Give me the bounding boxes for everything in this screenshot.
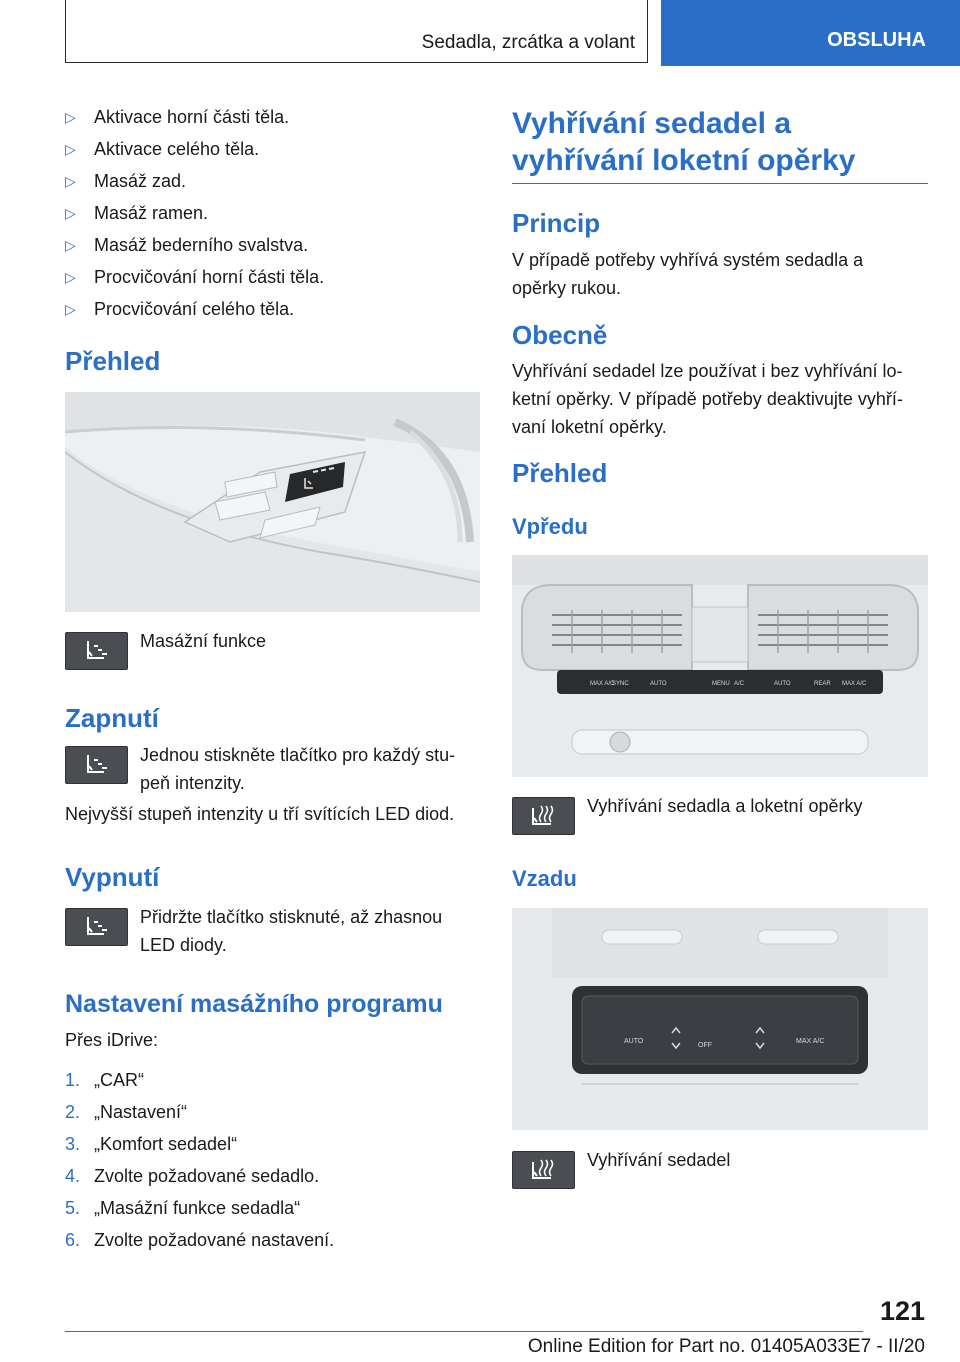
chapter-tab[interactable] — [661, 0, 960, 66]
heading-vpredu: Vpředu — [512, 514, 588, 539]
heading-zapnuti: Zapnutí — [65, 703, 159, 733]
program-intro: Přes iDrive: — [65, 1030, 159, 1050]
seat-massage-icon — [80, 638, 114, 664]
triangle-right-icon: ▷ — [65, 141, 76, 157]
panel-label: AUTO — [624, 1038, 644, 1045]
zapnuti-text-1: Jednou stiskněte tlačítko pro každý stu‐ — [140, 745, 456, 765]
panel-label: MENU — [712, 681, 730, 687]
triangle-right-icon: ▷ — [65, 237, 76, 253]
seat-heating-button-icon — [512, 797, 575, 835]
triangle-right-icon: ▷ — [65, 173, 76, 189]
heading-obecne: Obecně — [512, 320, 608, 350]
seat-heating-icon — [527, 1156, 561, 1184]
princip-text-2: opěrky rukou. — [512, 278, 622, 298]
section-title: Sedadla, zrcátka a volant — [421, 32, 635, 53]
page-title-line-2: vyhřívání loketní opěrky — [512, 144, 856, 177]
obecne-text-3: vaní loketní opěrky. — [512, 417, 667, 437]
massage-button-icon — [65, 908, 128, 946]
triangle-right-icon: ▷ — [65, 269, 76, 285]
rear-caption: Vyhřívání sedadel — [587, 1150, 731, 1170]
seat-heating-button-icon — [512, 1151, 575, 1189]
rear-console-image — [512, 908, 928, 1130]
panel-label: MAX A/C — [842, 681, 867, 687]
footer-divider — [65, 1331, 863, 1332]
obecne-text-1: Vyhřívání sedadel lze používat i bez vyhřívání lo‐ — [512, 361, 903, 381]
massage-button-icon — [65, 632, 128, 670]
panel-label: OFF — [698, 1042, 712, 1049]
heading-program: Nastavení masážního programu — [65, 990, 443, 1018]
heading-vypnuti: Vypnutí — [65, 862, 160, 892]
obecne-text-2: ketní opěrky. V případě potřeby deaktivujte vyhří‐ — [512, 389, 903, 409]
zapnuti-note: Nejvyšší stupeň intenzity u tří svítících LED diod. — [65, 804, 455, 824]
heading-vzadu: Vzadu — [512, 866, 577, 891]
panel-label: AUTO — [650, 681, 667, 687]
front-console-image — [512, 555, 928, 777]
vypnuti-text-1: Přidržte tlačítko stisknuté, až zhasnou — [140, 907, 443, 927]
door-panel-image — [65, 392, 480, 612]
panel-label: MAX A/C — [590, 681, 615, 687]
title-divider — [512, 183, 928, 184]
page-title-line-1: Vyhřívání sedadel a — [512, 107, 792, 140]
heading-princip: Princip — [512, 208, 601, 238]
zapnuti-text-2: peň intenzity. — [140, 773, 245, 793]
princip-text-1: V případě potřeby vyhřívá systém sedadla a — [512, 250, 864, 270]
massage-caption: Masážní funkce — [140, 631, 267, 651]
panel-label: REAR — [814, 681, 831, 687]
panel-label: A/C — [734, 681, 745, 687]
seat-massage-icon — [80, 914, 114, 940]
seat-massage-icon — [80, 752, 114, 778]
heading-prehled-left: Přehled — [65, 346, 161, 376]
panel-label: SYNC — [612, 681, 629, 687]
front-caption: Vyhřívání sedadla a loketní opěrky — [587, 796, 863, 816]
panel-label: AUTO — [774, 681, 791, 687]
page-number: 121 — [879, 1296, 925, 1326]
massage-button-icon — [65, 746, 128, 784]
triangle-right-icon: ▷ — [65, 301, 76, 317]
panel-label: MAX A/C — [796, 1038, 825, 1045]
vypnuti-text-2: LED diody. — [140, 935, 227, 955]
seat-heating-icon — [527, 802, 561, 830]
edition-text: Online Edition for Part no. 01405A033E7 - II/20 — [527, 1336, 925, 1357]
heading-prehled-right: Přehled — [512, 458, 608, 488]
chapter-tab-label: OBSLUHA — [827, 28, 926, 51]
triangle-right-icon: ▷ — [65, 205, 76, 221]
triangle-right-icon: ▷ — [65, 109, 76, 125]
